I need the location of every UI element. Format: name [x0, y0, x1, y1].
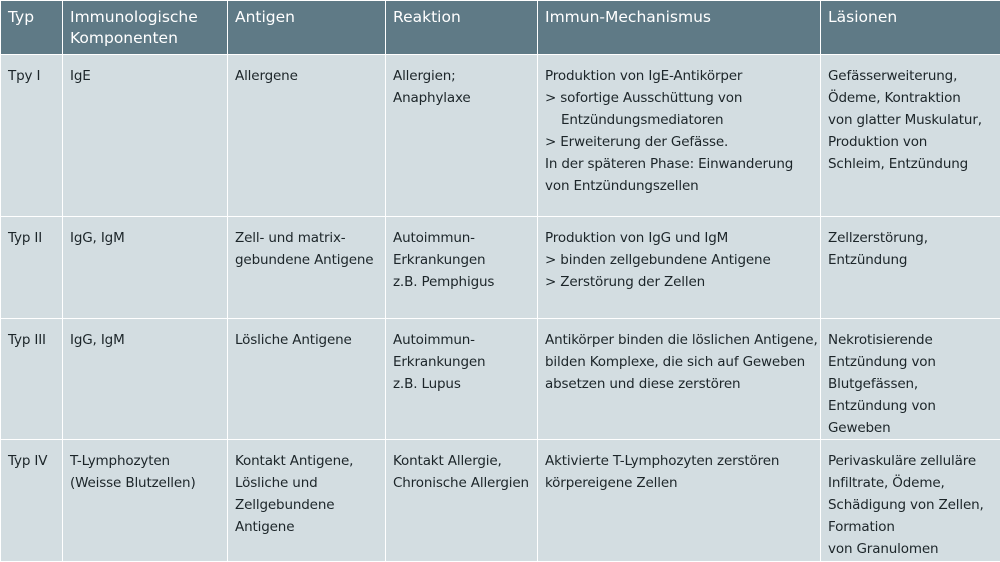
- cell-mechanismus: [538, 440, 821, 562]
- cell-laesionen-line: von glatter Muskulatur,: [828, 109, 993, 131]
- cell-laesionen-line: Entzündung von: [828, 395, 993, 417]
- cell-antigen: [228, 440, 386, 562]
- cell-laesionen-line: Entzündung: [828, 249, 993, 271]
- cell-antigen-line: Lösliche und: [235, 472, 378, 494]
- cell-typ: Typ III: [1, 319, 63, 440]
- header-typ: Typ: [1, 1, 63, 55]
- cell-komponenten: [63, 217, 228, 319]
- header-reaktion: Reaktion: [386, 1, 538, 55]
- header-komponenten-line: Immunologische: [70, 7, 220, 28]
- cell-reaktion: [386, 55, 538, 217]
- cell-komponenten-line: T-Lymphozyten: [70, 450, 220, 472]
- cell-reaktion-line: Anaphylaxe: [393, 87, 530, 109]
- cell-mechanismus-line: Antikörper binden die löslichen Antigene,: [545, 329, 813, 351]
- cell-mechanismus-line: absetzen und diese zerstören: [545, 373, 813, 395]
- cell-mechanismus-line: Entzündungsmediatoren: [545, 109, 813, 131]
- cell-reaktion: [386, 440, 538, 562]
- cell-typ: Typ II: [1, 217, 63, 319]
- cell-mechanismus-line: > Zerstörung der Zellen: [545, 271, 813, 293]
- table-row: [1, 217, 1000, 319]
- cell-komponenten: [63, 55, 228, 217]
- header-komponenten-line: Komponenten: [70, 28, 220, 49]
- table-body: [1, 55, 1000, 562]
- cell-mechanismus-line: von Entzündungszellen: [545, 175, 813, 197]
- cell-laesionen-line: Schädigung von Zellen,: [828, 494, 993, 516]
- cell-reaktion-line: Allergien;: [393, 65, 530, 87]
- cell-laesionen-line: Perivaskuläre zelluläre: [828, 450, 993, 472]
- cell-komponenten-line: IgG, IgM: [70, 227, 220, 249]
- cell-mechanismus-line: Produktion von IgE-Antikörper: [545, 65, 813, 87]
- cell-komponenten: [63, 440, 228, 562]
- cell-reaktion-line: z.B. Lupus: [393, 373, 530, 395]
- cell-laesionen-line: Gefässerweiterung,: [828, 65, 993, 87]
- cell-mechanismus: [538, 55, 821, 217]
- table-row: [1, 440, 1000, 562]
- cell-antigen-line: Allergene: [235, 65, 378, 87]
- header-row: [1, 1, 1000, 55]
- cell-mechanismus-line: Aktivierte T-Lymphozyten zerstören: [545, 450, 813, 472]
- cell-reaktion-line: Erkrankungen: [393, 249, 530, 271]
- cell-antigen-line: Kontakt Antigene,: [235, 450, 378, 472]
- cell-reaktion-line: Autoimmun-: [393, 227, 530, 249]
- cell-laesionen-line: Blutgefässen,: [828, 373, 993, 395]
- cell-antigen: [228, 55, 386, 217]
- cell-antigen: [228, 319, 386, 440]
- cell-antigen-line: Zell- und matrix-: [235, 227, 378, 249]
- cell-komponenten-line: IgE: [70, 65, 220, 87]
- cell-mechanismus-line: In der späteren Phase: Einwanderung: [545, 153, 813, 175]
- cell-laesionen-line: Nekrotisierende: [828, 329, 993, 351]
- cell-antigen-line: Antigene: [235, 516, 378, 538]
- cell-mechanismus: [538, 217, 821, 319]
- cell-reaktion: [386, 217, 538, 319]
- cell-laesionen-line: Geweben: [828, 417, 993, 439]
- cell-laesionen-line: Ödeme, Kontraktion: [828, 87, 993, 109]
- cell-komponenten: [63, 319, 228, 440]
- cell-mechanismus-line: bilden Komplexe, die sich auf Geweben: [545, 351, 813, 373]
- cell-reaktion-line: z.B. Pemphigus: [393, 271, 530, 293]
- cell-laesionen-line: Formation: [828, 516, 993, 538]
- table-row: [1, 319, 1000, 440]
- cell-mechanismus-line: Produktion von IgG und IgM: [545, 227, 813, 249]
- cell-komponenten-line: IgG, IgM: [70, 329, 220, 351]
- cell-reaktion-line: Autoimmun-: [393, 329, 530, 351]
- cell-mechanismus: [538, 319, 821, 440]
- cell-laesionen-line: Entzündung von: [828, 351, 993, 373]
- cell-laesionen-line: Infiltrate, Ödeme,: [828, 472, 993, 494]
- cell-reaktion-line: Chronische Allergien: [393, 472, 530, 494]
- cell-reaktion: [386, 319, 538, 440]
- cell-laesionen: [821, 440, 1000, 562]
- cell-laesionen: [821, 217, 1000, 319]
- cell-antigen-line: Lösliche Antigene: [235, 329, 378, 351]
- cell-mechanismus-line: körpereigene Zellen: [545, 472, 813, 494]
- cell-reaktion-line: Kontakt Allergie,: [393, 450, 530, 472]
- cell-laesionen: [821, 55, 1000, 217]
- cell-laesionen: [821, 319, 1000, 440]
- cell-typ: Typ IV: [1, 440, 63, 562]
- cell-typ: Tpy I: [1, 55, 63, 217]
- cell-mechanismus-line: > sofortige Ausschüttung von: [545, 87, 813, 109]
- cell-komponenten-line: (Weisse Blutzellen): [70, 472, 220, 494]
- cell-reaktion-line: Erkrankungen: [393, 351, 530, 373]
- header-laesionen: Läsionen: [821, 1, 1000, 55]
- table-row: [1, 55, 1000, 217]
- cell-antigen-line: gebundene Antigene: [235, 249, 378, 271]
- cell-mechanismus-line: > Erweiterung der Gefässe.: [545, 131, 813, 153]
- cell-antigen: [228, 217, 386, 319]
- header-mechanismus: Immun-Mechanismus: [538, 1, 821, 55]
- cell-mechanismus-line: > binden zellgebundene Antigene: [545, 249, 813, 271]
- cell-antigen-line: Zellgebundene: [235, 494, 378, 516]
- cell-laesionen-line: Zellzerstörung,: [828, 227, 993, 249]
- cell-laesionen-line: von Granulomen: [828, 538, 993, 560]
- header-antigen: Antigen: [228, 1, 386, 55]
- cell-laesionen-line: Produktion von: [828, 131, 993, 153]
- cell-laesionen-line: Schleim, Entzündung: [828, 153, 993, 175]
- header-komponenten: [63, 1, 228, 55]
